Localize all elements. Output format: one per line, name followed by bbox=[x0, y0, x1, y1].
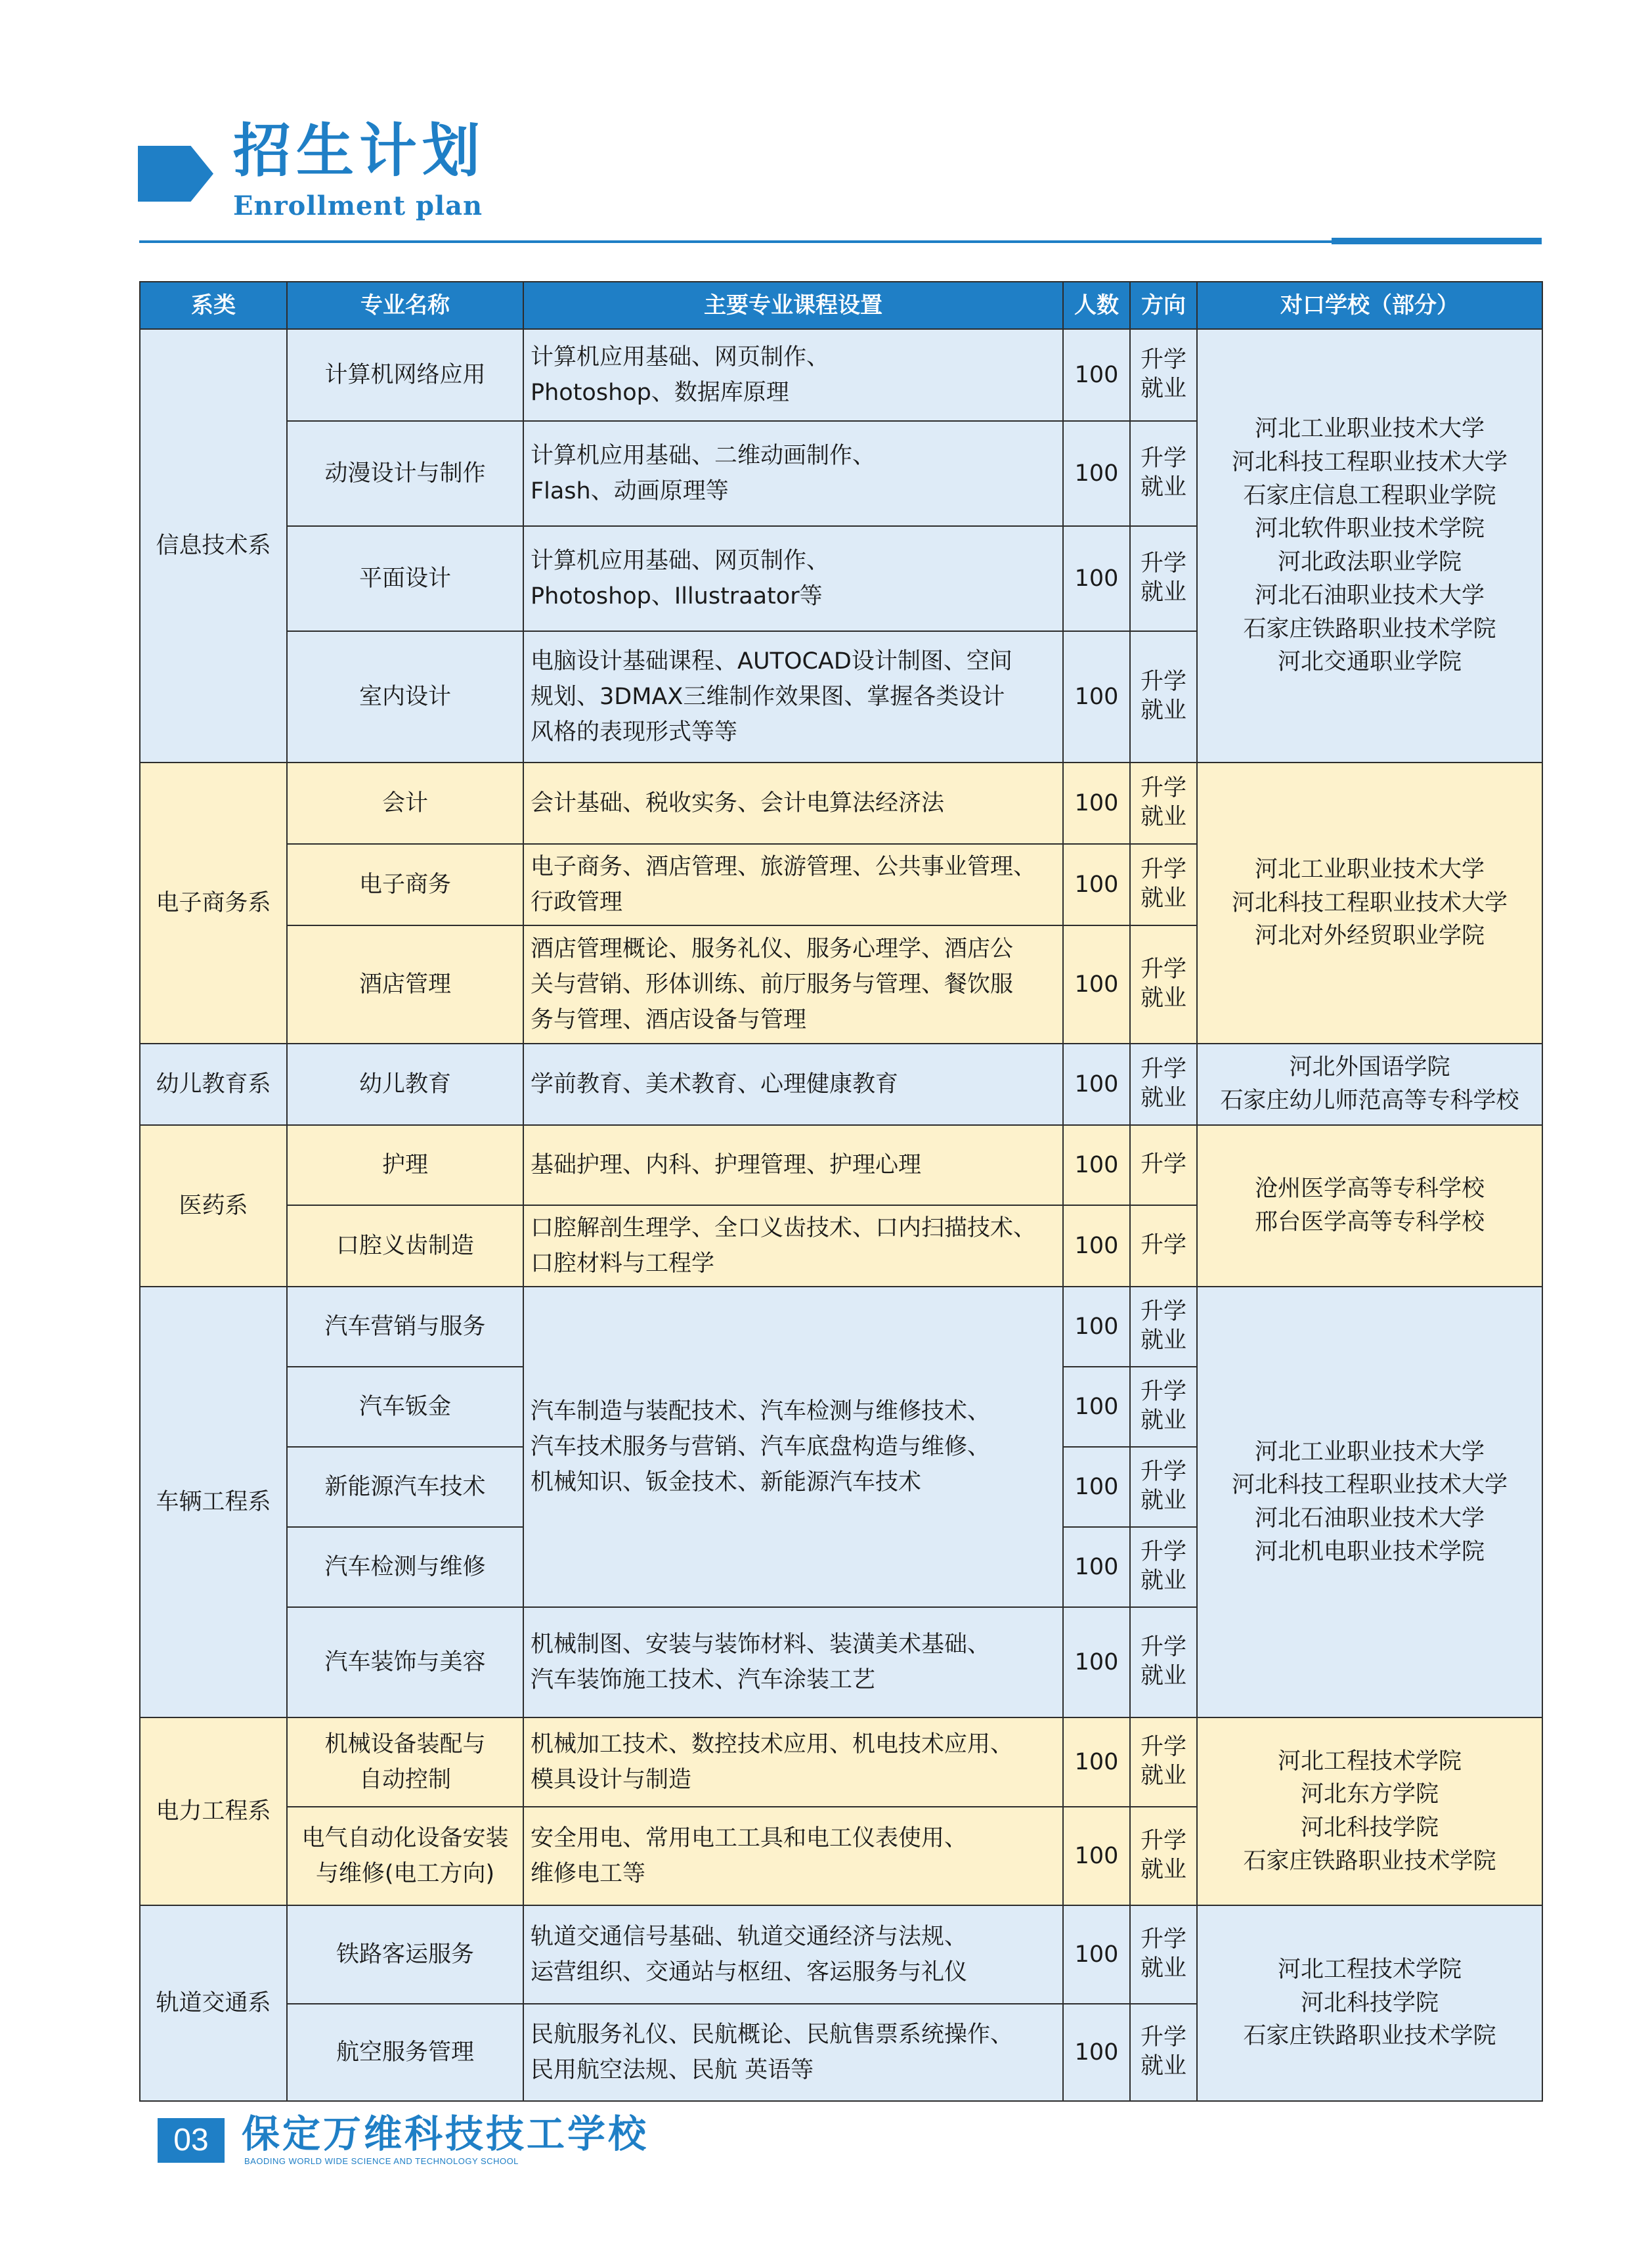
direction-label: 就业 bbox=[1140, 697, 1186, 724]
school-name: 河北工程技术学院 bbox=[1277, 1748, 1462, 1775]
direction-cell bbox=[1130, 1807, 1197, 1905]
major-label: 电子商务 bbox=[359, 871, 451, 898]
dept-cell bbox=[140, 1125, 287, 1287]
count-cell: 100 bbox=[1063, 526, 1130, 631]
course-line: 口腔解剖生理学、全口义齿技术、口内扫描技术、 bbox=[531, 1214, 1037, 1241]
direction-cell bbox=[1130, 1287, 1197, 1367]
major-cell bbox=[287, 763, 523, 844]
course-cell bbox=[523, 329, 1063, 421]
count-cell: 100 bbox=[1063, 763, 1130, 844]
header-divider-accent bbox=[1332, 238, 1542, 244]
dept-cell bbox=[140, 1287, 287, 1717]
direction-label: 就业 bbox=[1140, 376, 1186, 402]
count-cell: 100 bbox=[1063, 329, 1130, 421]
course-cell bbox=[523, 925, 1063, 1044]
direction-cell bbox=[1130, 1367, 1197, 1447]
course-line: 维修电工等 bbox=[531, 1861, 646, 1887]
count-cell: 100 bbox=[1063, 421, 1130, 526]
dept-cell bbox=[140, 1044, 287, 1125]
direction-label: 升学 bbox=[1140, 1634, 1186, 1661]
major-cell bbox=[287, 1607, 523, 1717]
count-cell: 100 bbox=[1063, 1717, 1130, 1807]
school-name: 沧州医学高等专科学校 bbox=[1254, 1176, 1485, 1203]
direction-cell bbox=[1130, 1607, 1197, 1717]
direction-label: 升学 bbox=[1140, 669, 1186, 696]
major-label: 口腔义齿制造 bbox=[336, 1232, 474, 1259]
direction-label: 升学 bbox=[1140, 1298, 1186, 1325]
table-row bbox=[140, 1044, 1542, 1125]
direction-label: 就业 bbox=[1140, 885, 1186, 912]
course-cell bbox=[523, 526, 1063, 631]
major-cell bbox=[287, 631, 523, 763]
major-label: 平面设计 bbox=[359, 565, 451, 592]
header-dept: 系类 bbox=[140, 282, 287, 329]
course-line: 关与营销、形体训练、前厅服务与管理、餐饮服 bbox=[531, 971, 1014, 998]
course-line: 汽车技术服务与营销、汽车底盘构造与维修、 bbox=[531, 1433, 991, 1460]
table-header-row bbox=[140, 282, 1542, 329]
direction-cell bbox=[1130, 2004, 1197, 2101]
major-cell bbox=[287, 2004, 523, 2101]
direction-label: 升学 bbox=[1140, 775, 1186, 802]
major-label: 护理 bbox=[381, 1151, 428, 1178]
course-line: 电脑设计基础课程、AUTOCAD设计制图、空间 bbox=[531, 648, 1012, 675]
count-cell: 100 bbox=[1063, 1807, 1130, 1905]
major-label: 机械设备装配与 bbox=[324, 1731, 486, 1758]
major-label: 电气自动化设备安装 bbox=[301, 1825, 509, 1851]
course-cell bbox=[523, 2004, 1063, 2101]
major-cell bbox=[287, 1205, 523, 1287]
schools-cell bbox=[1197, 1717, 1542, 1905]
school-name: 河北工业职业技术大学 bbox=[1254, 1438, 1485, 1465]
direction-label: 就业 bbox=[1140, 1407, 1186, 1434]
course-line: 民用航空法规、民航 英语等 bbox=[531, 2057, 814, 2083]
count-cell: 100 bbox=[1063, 1205, 1130, 1287]
page-subtitle: Enrollment plan bbox=[233, 190, 483, 221]
direction-label: 升学 bbox=[1140, 856, 1186, 883]
course-line: 机械加工技术、数控技术应用、机电技术应用、 bbox=[531, 1731, 1014, 1758]
count-cell: 100 bbox=[1063, 1527, 1130, 1607]
school-name: 河北工业职业技术大学 bbox=[1254, 856, 1485, 883]
dept-label: 电力工程系 bbox=[156, 1798, 271, 1825]
course-line: 规划、3DMAX三维制作效果图、掌握各类设计 bbox=[531, 683, 1005, 710]
course-cell bbox=[523, 631, 1063, 763]
major-label: 铁路客运服务 bbox=[336, 1941, 474, 1968]
course-cell bbox=[523, 1205, 1063, 1287]
direction-label: 升学 bbox=[1140, 1539, 1186, 1566]
schools-cell bbox=[1197, 1125, 1542, 1287]
school-name: 河北交通职业学院 bbox=[1277, 649, 1462, 676]
course-cell bbox=[523, 1607, 1063, 1717]
dept-label: 轨道交通系 bbox=[156, 1989, 271, 2016]
header-count: 人数 bbox=[1063, 282, 1130, 329]
count-cell: 100 bbox=[1063, 1447, 1130, 1527]
direction-cell bbox=[1130, 1447, 1197, 1527]
school-name: 河北机电职业技术学院 bbox=[1254, 1538, 1485, 1565]
course-line: 基础护理、内科、护理管理、护理心理 bbox=[531, 1151, 922, 1178]
school-name: 石家庄铁路职业技术学院 bbox=[1243, 1848, 1496, 1874]
table-row bbox=[140, 1717, 1542, 1807]
course-line: Flash、动画原理等 bbox=[531, 478, 729, 504]
direction-label: 就业 bbox=[1140, 804, 1186, 830]
course-line: 务与管理、酒店设备与管理 bbox=[531, 1007, 807, 1034]
count-cell: 100 bbox=[1063, 631, 1130, 763]
course-line: 行政管理 bbox=[531, 889, 623, 916]
count-cell: 100 bbox=[1063, 2004, 1130, 2101]
enrollment-table bbox=[139, 281, 1543, 2102]
course-line: 汽车装饰施工技术、汽车涂装工艺 bbox=[531, 1667, 876, 1693]
school-name-footer: 保定万维科技技工学校 bbox=[242, 2112, 649, 2156]
schools-cell bbox=[1197, 1044, 1542, 1125]
school-name: 河北科技工程职业技术大学 bbox=[1231, 449, 1508, 476]
schools-cell bbox=[1197, 329, 1542, 763]
course-line: 计算机应用基础、二维动画制作、 bbox=[531, 442, 876, 469]
direction-label: 就业 bbox=[1140, 2053, 1186, 2079]
direction-cell bbox=[1130, 1717, 1197, 1807]
school-name: 河北石油职业技术大学 bbox=[1254, 582, 1485, 609]
course-line: Photoshop、Illustraator等 bbox=[531, 583, 823, 609]
direction-label: 升学 bbox=[1140, 1926, 1186, 1953]
direction-cell bbox=[1130, 526, 1197, 631]
dept-cell bbox=[140, 1905, 287, 2101]
course-line: 口腔材料与工程学 bbox=[531, 1251, 715, 1277]
major-label: 幼儿教育 bbox=[359, 1071, 451, 1097]
course-cell bbox=[523, 1905, 1063, 2004]
major-cell bbox=[287, 1044, 523, 1125]
header-schools: 对口学校（部分） bbox=[1197, 282, 1542, 329]
major-label: 会计 bbox=[381, 789, 428, 816]
major-cell bbox=[287, 844, 523, 925]
school-name: 邢台医学高等专科学校 bbox=[1254, 1209, 1485, 1235]
course-line: 学前教育、美术教育、心理健康教育 bbox=[531, 1071, 899, 1097]
direction-label: 升学 bbox=[1140, 1232, 1186, 1259]
direction-cell bbox=[1130, 925, 1197, 1044]
course-line: 酒店管理概论、服务礼仪、服务心理学、酒店公 bbox=[531, 935, 1014, 962]
direction-cell bbox=[1130, 1205, 1197, 1287]
header-major: 专业名称 bbox=[287, 282, 523, 329]
direction-label: 升学 bbox=[1140, 550, 1186, 577]
course-line: 机械知识、钣金技术、新能源汽车技术 bbox=[531, 1469, 922, 1496]
school-name: 河北科技工程职业技术大学 bbox=[1231, 1472, 1508, 1499]
course-line: 计算机应用基础、网页制作、 bbox=[531, 547, 830, 574]
direction-cell bbox=[1130, 1527, 1197, 1607]
page-number: 03 bbox=[158, 2118, 225, 2163]
course-line: 模具设计与制造 bbox=[531, 1767, 692, 1793]
major-label: 室内设计 bbox=[359, 683, 451, 710]
direction-label: 就业 bbox=[1140, 1488, 1186, 1514]
course-cell bbox=[523, 421, 1063, 526]
major-cell bbox=[287, 329, 523, 421]
count-cell: 100 bbox=[1063, 844, 1130, 925]
school-name: 石家庄铁路职业技术学院 bbox=[1243, 615, 1496, 642]
school-name: 石家庄幼儿师范高等专科学校 bbox=[1220, 1088, 1519, 1114]
course-cell bbox=[523, 1717, 1063, 1807]
dept-label: 信息技术系 bbox=[156, 532, 271, 559]
schools-cell bbox=[1197, 1287, 1542, 1717]
school-name: 石家庄信息工程职业学院 bbox=[1243, 482, 1496, 509]
count-cell: 100 bbox=[1063, 1367, 1130, 1447]
course-line: 轨道交通信号基础、轨道交通经济与法规、 bbox=[531, 1923, 968, 1950]
count-cell: 100 bbox=[1063, 1044, 1130, 1125]
school-name: 河北科技工程职业技术大学 bbox=[1231, 889, 1508, 916]
header-direction: 方向 bbox=[1130, 282, 1197, 329]
major-label: 自动控制 bbox=[359, 1767, 451, 1793]
direction-label: 升学 bbox=[1140, 1151, 1186, 1178]
major-label: 汽车检测与维修 bbox=[324, 1553, 486, 1580]
school-name: 河北政法职业学院 bbox=[1277, 549, 1462, 575]
major-cell bbox=[287, 1717, 523, 1807]
count-cell: 100 bbox=[1063, 1607, 1130, 1717]
direction-label: 升学 bbox=[1140, 1056, 1186, 1083]
table-row bbox=[140, 329, 1542, 421]
major-cell bbox=[287, 421, 523, 526]
school-name: 河北科技学院 bbox=[1300, 1989, 1439, 2016]
major-label: 航空服务管理 bbox=[336, 2039, 474, 2066]
page-title: 招生计划 bbox=[233, 116, 486, 185]
direction-label: 升学 bbox=[1140, 445, 1186, 472]
major-label: 汽车装饰与美容 bbox=[324, 1649, 486, 1675]
course-cell bbox=[523, 1125, 1063, 1205]
school-name: 河北工程技术学院 bbox=[1277, 1956, 1462, 1983]
major-cell bbox=[287, 526, 523, 631]
count-cell: 100 bbox=[1063, 925, 1130, 1044]
major-cell bbox=[287, 1367, 523, 1447]
table-row bbox=[140, 1287, 1542, 1367]
major-label: 计算机网络应用 bbox=[324, 361, 486, 388]
school-name-en-footer: BAODING WORLD WIDE SCIENCE AND TECHNOLOGY SCHOOL bbox=[244, 2156, 519, 2166]
direction-cell bbox=[1130, 1044, 1197, 1125]
table-row bbox=[140, 763, 1542, 844]
school-name: 河北工业职业技术大学 bbox=[1254, 416, 1485, 442]
major-cell bbox=[287, 1527, 523, 1607]
course-line: 运营组织、交通站与枢纽、客运服务与礼仪 bbox=[531, 1959, 968, 1985]
course-cell bbox=[523, 1807, 1063, 1905]
schools-cell bbox=[1197, 763, 1542, 1044]
course-line: 计算机应用基础、网页制作、 bbox=[531, 343, 830, 370]
major-label: 汽车营销与服务 bbox=[324, 1313, 486, 1340]
dept-cell bbox=[140, 1717, 287, 1905]
direction-cell bbox=[1130, 763, 1197, 844]
major-cell bbox=[287, 1447, 523, 1527]
major-label: 新能源汽车技术 bbox=[324, 1473, 486, 1500]
direction-label: 升学 bbox=[1140, 347, 1186, 374]
dept-cell bbox=[140, 329, 287, 763]
direction-cell bbox=[1130, 329, 1197, 421]
direction-label: 升学 bbox=[1140, 1459, 1186, 1486]
dept-label: 电子商务系 bbox=[156, 889, 271, 916]
course-line: 电子商务、酒店管理、旅游管理、公共事业管理、 bbox=[531, 853, 1037, 880]
direction-label: 就业 bbox=[1140, 1763, 1186, 1789]
direction-cell bbox=[1130, 1125, 1197, 1205]
direction-label: 升学 bbox=[1140, 1734, 1186, 1761]
count-cell: 100 bbox=[1063, 1125, 1130, 1205]
dept-label: 车辆工程系 bbox=[156, 1488, 271, 1515]
course-line: 风格的表现形式等等 bbox=[531, 719, 738, 746]
direction-cell bbox=[1130, 1905, 1197, 2004]
table-row bbox=[140, 1125, 1542, 1205]
course-line: Photoshop、数据库原理 bbox=[531, 380, 789, 406]
direction-cell bbox=[1130, 631, 1197, 763]
header-arrow-tab bbox=[138, 146, 213, 202]
school-name: 河北科技学院 bbox=[1300, 1815, 1439, 1841]
count-cell: 100 bbox=[1063, 1287, 1130, 1367]
direction-cell bbox=[1130, 844, 1197, 925]
direction-label: 就业 bbox=[1140, 1085, 1186, 1111]
major-label: 汽车钣金 bbox=[359, 1393, 451, 1420]
direction-label: 就业 bbox=[1140, 1327, 1186, 1354]
school-name: 石家庄铁路职业技术学院 bbox=[1243, 2023, 1496, 2050]
header-course: 主要专业课程设置 bbox=[523, 282, 1063, 329]
major-cell bbox=[287, 1905, 523, 2004]
direction-label: 升学 bbox=[1140, 1379, 1186, 1406]
course-cell bbox=[523, 763, 1063, 844]
major-label: 与维修(电工方向) bbox=[315, 1861, 495, 1887]
dept-label: 医药系 bbox=[179, 1192, 248, 1219]
direction-label: 就业 bbox=[1140, 579, 1186, 606]
dept-label: 幼儿教育系 bbox=[156, 1071, 271, 1097]
dept-cell bbox=[140, 763, 287, 1044]
schools-cell bbox=[1197, 1905, 1542, 2101]
major-cell bbox=[287, 1287, 523, 1367]
major-cell bbox=[287, 1807, 523, 1905]
direction-label: 就业 bbox=[1140, 985, 1186, 1011]
school-name: 河北软件职业技术学院 bbox=[1254, 516, 1485, 542]
count-cell: 100 bbox=[1063, 1905, 1130, 2004]
course-line: 安全用电、常用电工工具和电工仪表使用、 bbox=[531, 1825, 968, 1851]
major-cell bbox=[287, 1125, 523, 1205]
course-line: 民航服务礼仪、民航概论、民航售票系统操作、 bbox=[531, 2021, 1014, 2048]
course-cell bbox=[523, 1287, 1063, 1607]
course-cell bbox=[523, 1044, 1063, 1125]
school-name: 河北对外经贸职业学院 bbox=[1254, 923, 1485, 950]
direction-label: 就业 bbox=[1140, 1568, 1186, 1594]
table-row bbox=[140, 1905, 1542, 2004]
direction-label: 升学 bbox=[1140, 956, 1186, 983]
direction-cell bbox=[1130, 421, 1197, 526]
direction-label: 就业 bbox=[1140, 1955, 1186, 1981]
direction-label: 就业 bbox=[1140, 474, 1186, 500]
direction-label: 升学 bbox=[1140, 1828, 1186, 1855]
major-cell bbox=[287, 925, 523, 1044]
course-line: 汽车制造与装配技术、汽车检测与维修技术、 bbox=[531, 1398, 991, 1425]
direction-label: 升学 bbox=[1140, 2024, 1186, 2051]
direction-label: 就业 bbox=[1140, 1857, 1186, 1883]
school-name: 河北东方学院 bbox=[1300, 1781, 1439, 1808]
direction-label: 就业 bbox=[1140, 1663, 1186, 1689]
major-label: 酒店管理 bbox=[359, 971, 451, 998]
school-name: 河北石油职业技术大学 bbox=[1254, 1505, 1485, 1532]
course-line: 会计基础、税收实务、会计电算法经济法 bbox=[531, 789, 945, 816]
school-name: 河北外国语学院 bbox=[1289, 1054, 1450, 1081]
course-line: 机械制图、安装与装饰材料、装潢美术基础、 bbox=[531, 1631, 991, 1658]
course-cell bbox=[523, 844, 1063, 925]
major-label: 动漫设计与制作 bbox=[324, 460, 486, 487]
